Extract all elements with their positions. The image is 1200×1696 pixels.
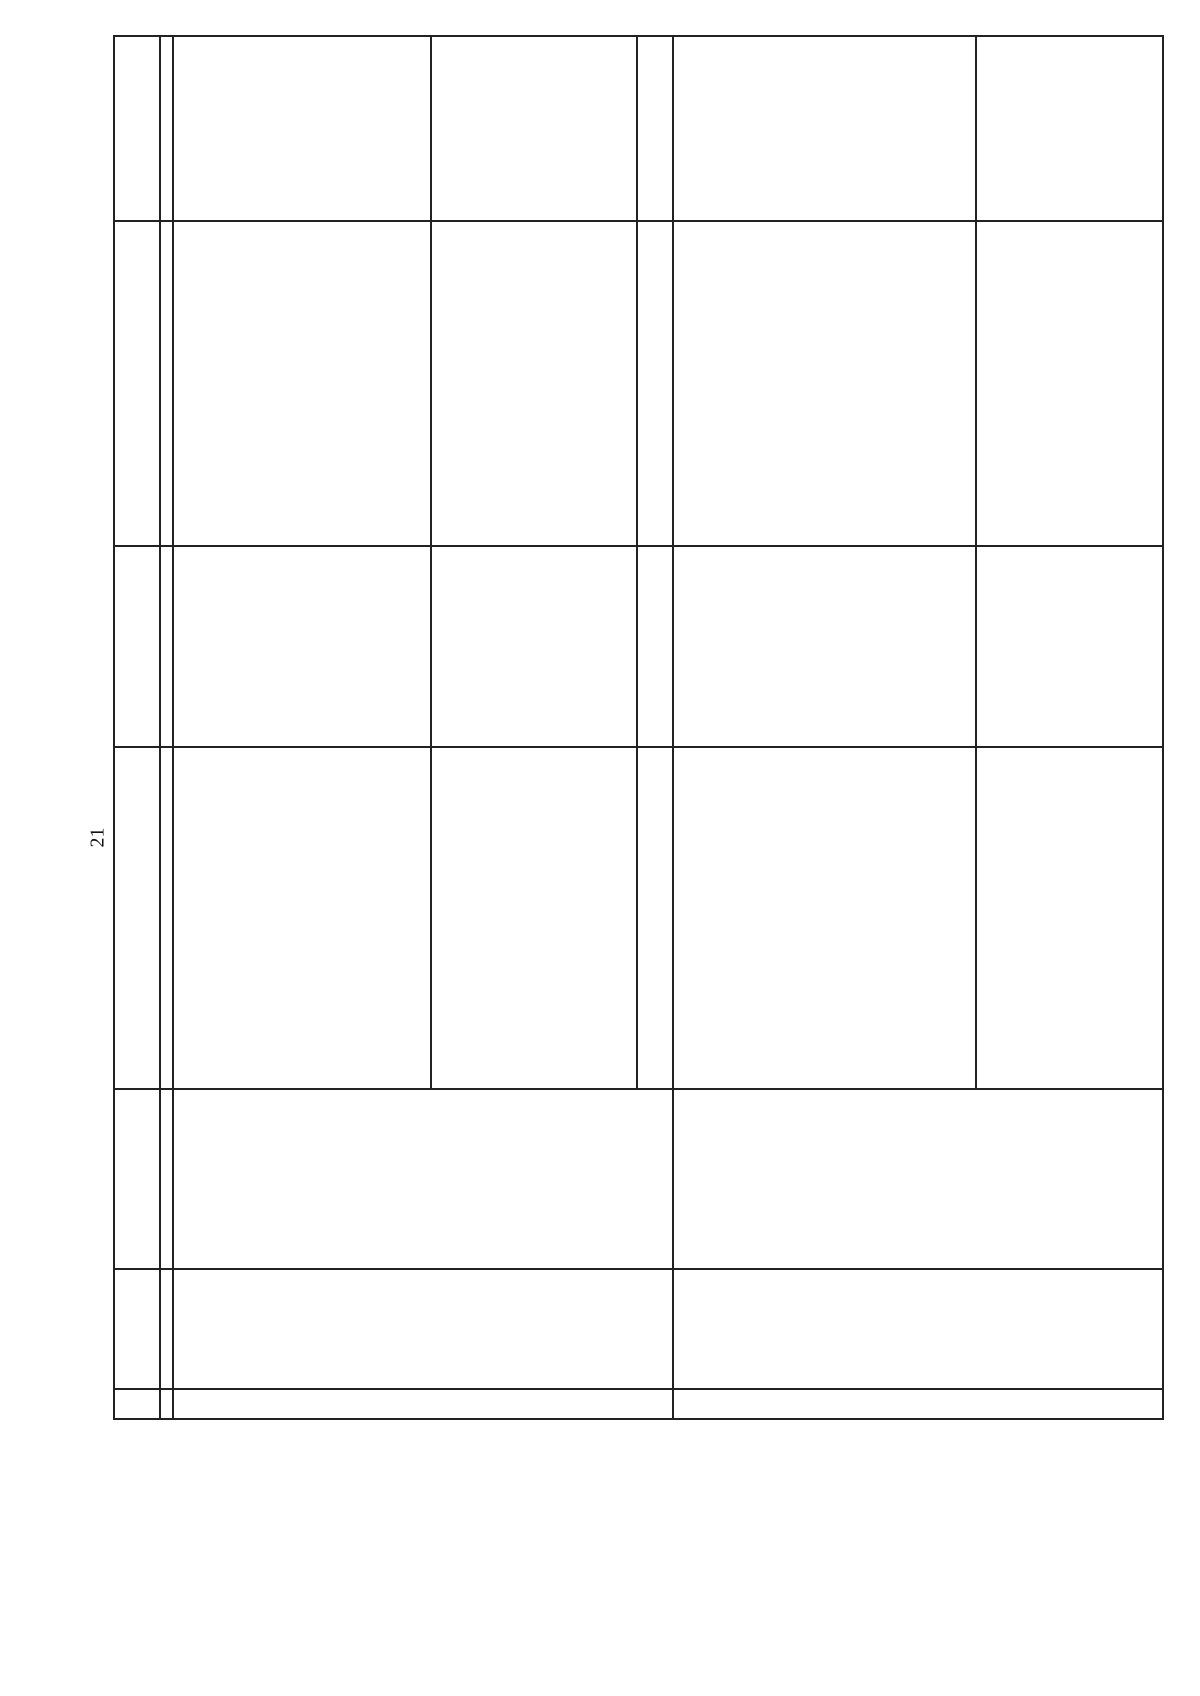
- page-number: 21: [86, 827, 109, 848]
